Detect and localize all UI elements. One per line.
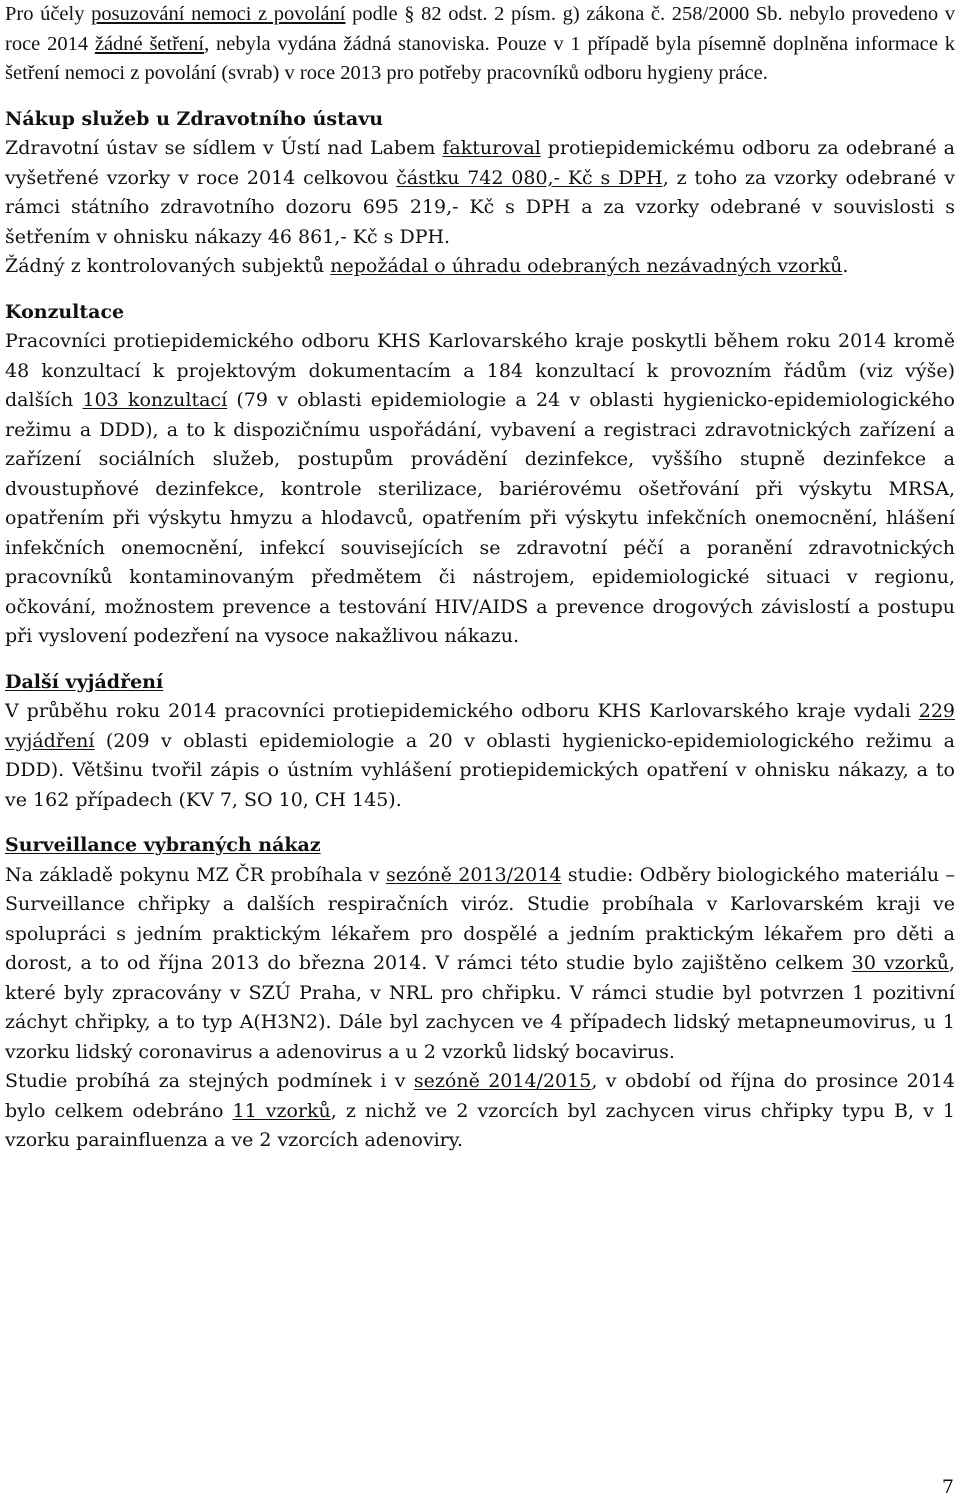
document-page xyxy=(5,0,955,1156)
nakup-text: protiepidemickému odboru za odebrané a vyšetřené vzorky v roce 2014 celkovou xyxy=(5,137,955,189)
konzultace-paragraph xyxy=(5,327,955,652)
vyjadreni-text: (209 v oblasti epidemiologie a 20 v oblasti hygienicko-epidemiologického režimu a DDD). Většinu tvořil zápis o ústním vyhlášení protiepidemických opatření v ohnisku nákazy, a to ve 162 případech (KV 7, SO 10, CH 145). xyxy=(5,729,955,811)
heading-dalsi-vyjadreni xyxy=(5,668,955,698)
nakup-underline-amount: částku 742 080,- Kč s DPH xyxy=(396,166,663,189)
nakup-text: . xyxy=(842,255,849,277)
vyjadreni-underline-count: 229 vyjádření xyxy=(5,700,955,752)
nakup-underline-no-refund: nepožádal o úhradu odebraných nezávadných vzorků xyxy=(330,255,843,277)
nakup-paragraph xyxy=(5,134,955,252)
intro-text: podle § 82 odst. 2 písm. g) zákona č. 258/2000 Sb. nebylo provedeno v roce 2014 xyxy=(5,3,955,55)
intro-underline-no-investigation: žádné šetření xyxy=(94,32,205,55)
nakup-text: Zdravotní ústav se sídlem v Ústí nad Labem xyxy=(5,137,443,159)
konzultace-underline-count: 103 konzultací xyxy=(82,389,228,411)
nakup-text: , z toho za vzorky odebrané v rámci státního zdravotního dozoru 695 219,- Kč s DPH a za vzorky odebrané v souvislosti s šetřením v ohnisku nákazy 46 861,- Kč s DPH. xyxy=(5,166,955,248)
nakup-paragraph-2 xyxy=(5,252,955,282)
intro-text: , nebyla vydána žádná stanoviska. Pouze v 1 případě byla písemně doplněna informace k šetření nemoci z povolání (svrab) v roce 2013 pro potřeby pracovníků odboru hygieny práce. xyxy=(5,32,955,84)
vyjadreni-text: V průběhu roku 2014 pracovníci protiepidemického odboru KHS Karlovarského kraje vydali xyxy=(5,700,919,722)
intro-text: Pro účely xyxy=(5,3,92,25)
surveillance-paragraph xyxy=(5,861,955,1068)
intro-paragraph xyxy=(5,0,955,89)
surveillance-underline-season-2013: sezóně 2013/2014 xyxy=(385,863,562,886)
heading-dalsi-vyjadreni-text: Další vyjádření xyxy=(5,670,164,693)
konzultace-text: Pracovníci protiepidemického odboru KHS Karlovarského kraje poskytli během roku 2014 kromě 48 konzultací k projektovým dokumentacím a 184 konzultací k provozním řádům (viz výše) dalších xyxy=(5,330,955,411)
surveillance-underline-season-2014: sezóně 2014/2015 xyxy=(413,1070,592,1092)
surveillance-text: Studie probíhá za stejných podmínek i v xyxy=(5,1070,414,1092)
heading-surveillance-text: Surveillance vybraných nákaz xyxy=(5,834,321,856)
konzultace-text: (79 v oblasti epidemiologie a 24 v oblasti hygienicko-epidemiologického režimu a DDD), a to k dispozičnímu uspořádání, vybavení a registraci zdravotnických zařízení a zařízení sociálních služeb, postupům provádění dezinfekce, vyššího stupně dezinfekce a dvoustupňové dezinfekce, kontrole sterilizace, bariérovému ošetřování při výskytu MRSA, opatřením při výskytu hmyzu a hlodavců, opatřením při výskytu infekčních onemocnění, hlášení infekčních onemocnění, infekcí souvisejících se zdravotní péčí a poranění zdravotnických pracovníků kontaminovaným předmětem či nástrojem, epidemiologické situaci v regionu, očkování, možnostem prevence a testování HIV/AIDS a prevence drogových závislostí a postupu při vyslovení podezření na vysoce nakažlivou nákazu. xyxy=(5,389,955,647)
surveillance-text: Na základě pokynu MZ ČR probíhala v xyxy=(5,863,386,886)
surveillance-text: , které byly zpracovány v SZÚ Praha, v NRL pro chřipku. V rámci studie byl potvrzen 1 pozitivní záchyt chřipky, a to typ A(H3N2). Dále byl zachycen ve 4 případech lidský metapneumovirus, u 1 vzorku lidský coronavirus a adenovirus a u 2 vzorků lidský bocavirus. xyxy=(5,952,955,1063)
intro-underline-occupational-disease: posuzování nemoci z povolání xyxy=(91,3,346,25)
vyjadreni-paragraph xyxy=(5,697,955,815)
surveillance-underline-samples-11: 11 vzorků xyxy=(232,1099,331,1122)
nakup-underline-invoiced: fakturoval xyxy=(442,137,541,159)
surveillance-text: studie: Odběry biologického materiálu – Surveillance chřipky a dalších respiračních viróz. Studie probíhala v Karlovarském kraji ve spolupráci s jedním praktickým lékařem pro dospělé a jedním praktickým lékařem pro děti a dorost, a to od října 2013 do března 2014. V rámci této studie bylo zajištěno celkem xyxy=(5,863,955,974)
surveillance-underline-samples-30: 30 vzorků xyxy=(851,952,949,974)
heading-nakup-sluzeb: Nákup služeb u Zdravotního ústavu xyxy=(5,107,384,130)
page-number: 7 xyxy=(941,1476,954,1498)
surveillance-text: , v období od října do prosince 2014 bylo celkem odebráno xyxy=(5,1070,955,1122)
heading-surveillance xyxy=(5,831,955,861)
heading-konzultace: Konzultace xyxy=(5,300,125,323)
surveillance-paragraph-2 xyxy=(5,1067,955,1156)
nakup-text: Žádný z kontrolovaných subjektů xyxy=(5,255,331,277)
surveillance-text: , z nichž ve 2 vzorcích byl zachycen virus chřipky typu B, v 1 vzorku parainfluenza a ve 2 vzorcích adenoviry. xyxy=(5,1099,955,1151)
